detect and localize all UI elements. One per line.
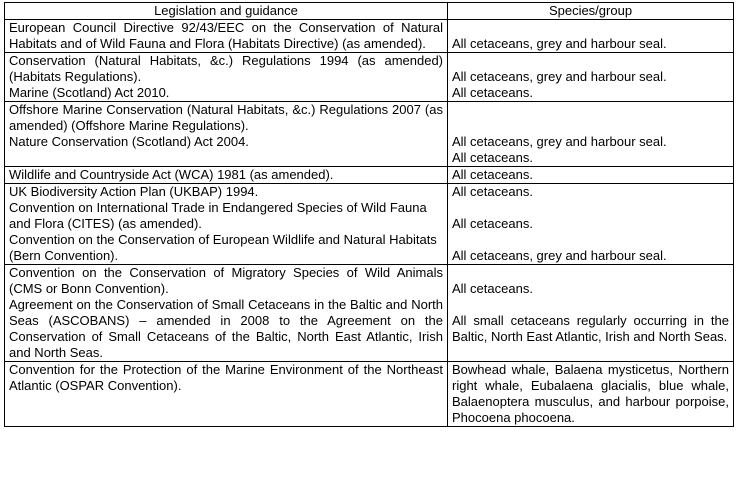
species-cell (448, 265, 734, 362)
species-entry: Bowhead whale, Balaena mysticetus, Northern right whale, Eubalaena glacialis, blue whale, Balaenoptera musculus, and harbour porpoise, Phocoena phocoena. (452, 362, 729, 425)
table-row (5, 265, 734, 362)
species-cell (448, 184, 734, 265)
legislation-entry: Nature Conservation (Scotland) Act 2004. (9, 134, 249, 149)
legislation-entry: Convention on the Conservation of European Wildlife and Natural Habitats (Bern Convention). (9, 232, 437, 263)
legislation-entry: Agreement on the Conservation of Small Cetaceans in the Baltic and North Seas (ASCOBANS) – amended in 2008 to the Agreement on the Conservation of Small Cetaceans of the Baltic, North East Atlantic, Irish and North Seas. (9, 297, 443, 360)
legislation-entry: Convention on International Trade in Endangered Species of Wild Fauna and Flora (CITES) (as amended). (9, 200, 427, 231)
header-legislation: Legislation and guidance (5, 3, 448, 20)
species-entry: All cetaceans. (452, 167, 533, 182)
species-entry: All cetaceans. (452, 85, 533, 100)
legislation-cell (5, 362, 448, 427)
table-row (5, 20, 734, 53)
species-entry: All cetaceans, grey and harbour seal. (452, 248, 667, 263)
table-row (5, 53, 734, 102)
legislation-cell (5, 102, 448, 167)
species-entry: All cetaceans, grey and harbour seal. (452, 134, 667, 149)
species-cell (448, 102, 734, 167)
header-row (5, 3, 734, 20)
legislation-cell (5, 184, 448, 265)
header-species: Species/group (448, 3, 734, 20)
legislation-entry: UK Biodiversity Action Plan (UKBAP) 1994. (9, 184, 259, 199)
table-row (5, 167, 734, 184)
legislation-entry: Convention on the Conservation of Migratory Species of Wild Animals (CMS or Bonn Convention). (9, 265, 443, 296)
species-cell (448, 362, 734, 427)
species-cell (448, 167, 734, 184)
species-cell (448, 20, 734, 53)
table-row (5, 362, 734, 427)
species-entry: All cetaceans, grey and harbour seal. (452, 36, 667, 51)
legislation-cell (5, 20, 448, 53)
legislation-table (4, 2, 734, 427)
species-entry: All cetaceans, grey and harbour seal. (452, 69, 667, 84)
species-entry: All cetaceans. (452, 281, 533, 296)
table-row (5, 102, 734, 167)
legislation-entry: Convention for the Protection of the Marine Environment of the Northeast Atlantic (OSPAR Convention). (9, 362, 443, 393)
legislation-cell (5, 53, 448, 102)
legislation-entry: Wildlife and Countryside Act (WCA) 1981 (as amended). (9, 167, 334, 182)
table-row (5, 184, 734, 265)
species-entry: All cetaceans. (452, 216, 533, 231)
legislation-entry: European Council Directive 92/43/EEC on the Conservation of Natural Habitats and of Wild Fauna and Flora (Habitats Directive) (as amended). (9, 20, 443, 51)
species-entry: All cetaceans. (452, 150, 533, 165)
legislation-entry: Marine (Scotland) Act 2010. (9, 85, 170, 100)
legislation-cell (5, 265, 448, 362)
species-entry: All small cetaceans regularly occurring in the Baltic, North East Atlantic, Irish and North Seas. (452, 313, 729, 344)
legislation-entry: Offshore Marine Conservation (Natural Habitats, &c.) Regulations 2007 (as amended) (Offshore Marine Regulations). (9, 102, 443, 133)
species-cell (448, 53, 734, 102)
legislation-entry: Conservation (Natural Habitats, &c.) Regulations 1994 (as amended) (Habitats Regulations). (9, 53, 443, 84)
species-entry: All cetaceans. (452, 184, 533, 199)
legislation-cell (5, 167, 448, 184)
